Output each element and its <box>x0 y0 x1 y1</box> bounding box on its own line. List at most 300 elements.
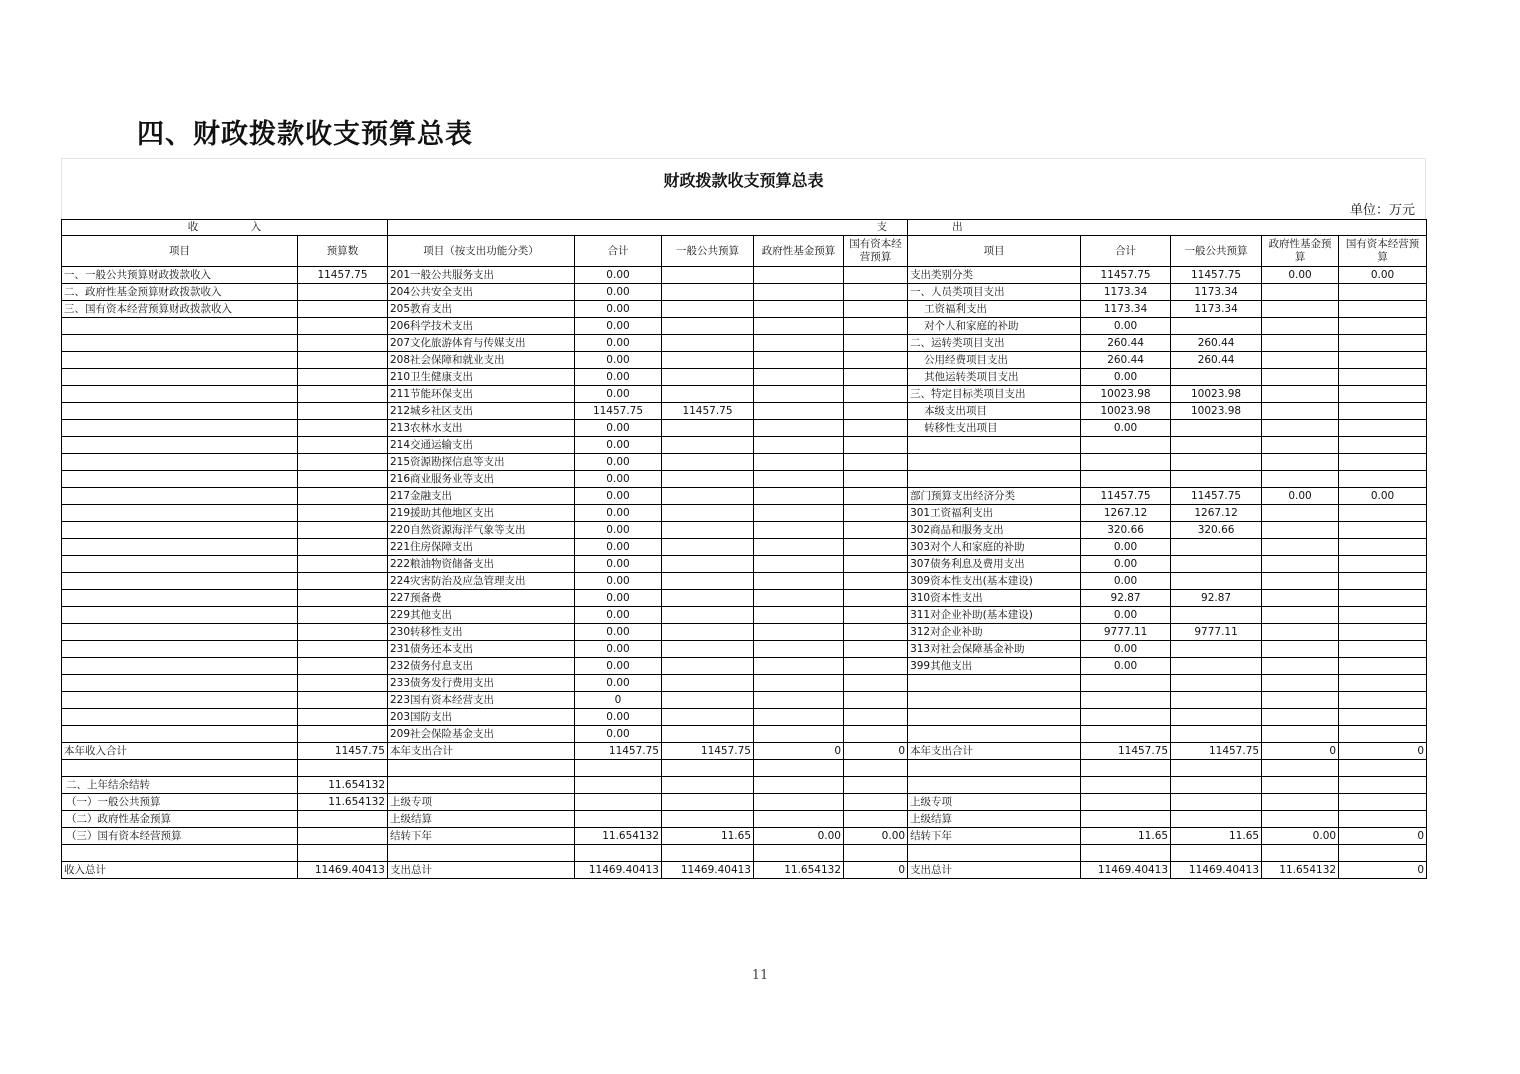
table-row <box>62 573 1427 590</box>
category-general-cell <box>1171 437 1262 454</box>
table-row <box>62 335 1427 352</box>
income-item-cell <box>62 335 298 352</box>
category-state-capital-cell <box>1339 437 1427 454</box>
income-amount-cell: 11469.40413 <box>298 862 388 879</box>
category-state-capital-cell <box>1339 369 1427 386</box>
expense-function-item-cell: 220自然资源海洋气象等支出 <box>388 522 575 539</box>
expense-fund-cell <box>754 403 844 420</box>
expense-fund-cell <box>754 811 844 828</box>
expense-state-capital-cell: 0 <box>844 743 908 760</box>
expense-function-item-cell: 221住房保障支出 <box>388 539 575 556</box>
income-item-cell: 二、上年结余结转 <box>62 777 298 794</box>
col-header: 国有资本经营预算 <box>1339 236 1427 267</box>
category-state-capital-cell <box>1339 607 1427 624</box>
expense-general-cell <box>662 675 754 692</box>
category-general-cell <box>1171 641 1262 658</box>
expense-state-capital-cell <box>844 471 908 488</box>
group-header-row <box>62 220 1427 236</box>
category-state-capital-cell <box>1339 641 1427 658</box>
expense-total-cell: 11469.40413 <box>575 862 662 879</box>
income-amount-cell <box>298 811 388 828</box>
expense-category-item-cell: 399其他支出 <box>908 658 1081 675</box>
income-amount-cell <box>298 828 388 845</box>
expense-state-capital-cell <box>844 675 908 692</box>
category-general-cell: 1173.34 <box>1171 301 1262 318</box>
category-state-capital-cell <box>1339 522 1427 539</box>
category-state-capital-cell <box>1339 386 1427 403</box>
expense-total-cell: 0.00 <box>575 539 662 556</box>
expense-total-cell: 0.00 <box>575 590 662 607</box>
expense-general-cell <box>662 794 754 811</box>
income-amount-cell <box>298 607 388 624</box>
col-header: 一般公共预算 <box>662 236 754 267</box>
expense-total-cell: 0.00 <box>575 352 662 369</box>
category-total-cell: 1267.12 <box>1081 505 1171 522</box>
category-fund-cell <box>1262 675 1339 692</box>
expense-total-cell <box>575 760 662 777</box>
expense-general-cell: 11457.75 <box>662 743 754 760</box>
category-general-cell: 92.87 <box>1171 590 1262 607</box>
expense-fund-cell: 0 <box>754 743 844 760</box>
expense-total-cell: 0.00 <box>575 471 662 488</box>
table-row <box>62 777 1427 794</box>
expense-fund-cell <box>754 488 844 505</box>
expense-fund-cell <box>754 675 844 692</box>
expense-fund-cell <box>754 845 844 862</box>
expense-fund-cell <box>754 454 844 471</box>
table-row <box>62 284 1427 301</box>
expense-state-capital-cell <box>844 760 908 777</box>
expense-fund-cell <box>754 505 844 522</box>
category-fund-cell <box>1262 709 1339 726</box>
expense-function-item-cell: 214交通运输支出 <box>388 437 575 454</box>
income-item-cell <box>62 726 298 743</box>
category-fund-cell <box>1262 284 1339 301</box>
income-amount-cell <box>298 845 388 862</box>
expense-total-cell: 11.654132 <box>575 828 662 845</box>
expense-state-capital-cell <box>844 573 908 590</box>
category-fund-cell <box>1262 777 1339 794</box>
table-row <box>62 828 1427 845</box>
category-general-cell <box>1171 573 1262 590</box>
table-row <box>62 352 1427 369</box>
expense-general-cell <box>662 420 754 437</box>
category-fund-cell <box>1262 692 1339 709</box>
category-state-capital-cell: 0 <box>1339 828 1427 845</box>
expense-general-cell <box>662 641 754 658</box>
expense-function-item-cell: 201一般公共服务支出 <box>388 267 575 284</box>
expense-category-item-cell: 本年支出合计 <box>908 743 1081 760</box>
category-fund-cell <box>1262 573 1339 590</box>
income-amount-cell <box>298 403 388 420</box>
expense-general-cell <box>662 284 754 301</box>
expense-state-capital-cell <box>844 386 908 403</box>
expense-fund-cell <box>754 335 844 352</box>
expense-fund-cell <box>754 607 844 624</box>
table-row <box>62 709 1427 726</box>
category-state-capital-cell <box>1339 760 1427 777</box>
income-amount-cell: 11457.75 <box>298 267 388 284</box>
category-state-capital-cell <box>1339 471 1427 488</box>
expense-fund-cell <box>754 624 844 641</box>
income-item-cell <box>62 505 298 522</box>
expense-function-item-cell: 216商业服务业等支出 <box>388 471 575 488</box>
table-row <box>62 692 1427 709</box>
category-fund-cell: 0.00 <box>1262 267 1339 284</box>
income-item-cell <box>62 760 298 777</box>
expense-fund-cell <box>754 692 844 709</box>
expense-function-item-cell: 203国防支出 <box>388 709 575 726</box>
income-amount-cell <box>298 556 388 573</box>
expense-function-item-cell <box>388 777 575 794</box>
expense-state-capital-cell <box>844 624 908 641</box>
category-state-capital-cell <box>1339 624 1427 641</box>
expense-fund-cell <box>754 369 844 386</box>
expense-category-item-cell: 307债务利息及费用支出 <box>908 556 1081 573</box>
expense-general-cell: 11457.75 <box>662 403 754 420</box>
expense-fund-cell <box>754 726 844 743</box>
expense-category-item-cell: 对个人和家庭的补助 <box>908 318 1081 335</box>
expense-total-cell <box>575 845 662 862</box>
category-fund-cell <box>1262 437 1339 454</box>
category-state-capital-cell: 0.00 <box>1339 267 1427 284</box>
table-row <box>62 386 1427 403</box>
income-amount-cell <box>298 471 388 488</box>
expense-category-item-cell: 二、运转类项目支出 <box>908 335 1081 352</box>
category-general-cell <box>1171 556 1262 573</box>
expense-total-cell: 0.00 <box>575 386 662 403</box>
category-general-cell: 11469.40413 <box>1171 862 1262 879</box>
income-item-cell <box>62 437 298 454</box>
category-general-cell: 320.66 <box>1171 522 1262 539</box>
expense-category-item-cell: 上级专项 <box>908 794 1081 811</box>
expense-state-capital-cell <box>844 403 908 420</box>
category-total-cell: 11457.75 <box>1081 267 1171 284</box>
table-row <box>62 675 1427 692</box>
expense-state-capital-cell <box>844 488 908 505</box>
category-state-capital-cell: 0 <box>1339 862 1427 879</box>
income-amount-cell: 11457.75 <box>298 743 388 760</box>
expense-general-cell: 11.65 <box>662 828 754 845</box>
expense-general-cell <box>662 777 754 794</box>
category-general-cell: 260.44 <box>1171 335 1262 352</box>
income-group-header: 收 入 <box>62 220 388 236</box>
expense-category-item-cell: 309资本性支出(基本建设) <box>908 573 1081 590</box>
expense-fund-cell <box>754 318 844 335</box>
expense-category-item-cell: 312对企业补助 <box>908 624 1081 641</box>
col-header: 项目 <box>62 236 298 267</box>
expense-general-cell <box>662 352 754 369</box>
income-item-cell <box>62 709 298 726</box>
expense-category-item-cell: 支出总计 <box>908 862 1081 879</box>
income-item-cell <box>62 420 298 437</box>
expense-state-capital-cell <box>844 267 908 284</box>
expense-state-capital-cell <box>844 726 908 743</box>
category-total-cell <box>1081 726 1171 743</box>
expense-state-capital-cell <box>844 590 908 607</box>
income-item-cell <box>62 590 298 607</box>
category-fund-cell <box>1262 318 1339 335</box>
expense-function-item-cell: 204公共安全支出 <box>388 284 575 301</box>
income-amount-cell <box>298 505 388 522</box>
category-state-capital-cell: 0 <box>1339 743 1427 760</box>
category-state-capital-cell <box>1339 284 1427 301</box>
category-fund-cell: 0 <box>1262 743 1339 760</box>
expense-state-capital-cell <box>844 641 908 658</box>
category-fund-cell <box>1262 811 1339 828</box>
category-state-capital-cell <box>1339 335 1427 352</box>
expense-total-cell: 11457.75 <box>575 743 662 760</box>
expense-function-item-cell: 219援助其他地区支出 <box>388 505 575 522</box>
income-item-cell <box>62 692 298 709</box>
expense-fund-cell <box>754 539 844 556</box>
category-state-capital-cell <box>1339 556 1427 573</box>
expense-total-cell: 0.00 <box>575 369 662 386</box>
table-row <box>62 539 1427 556</box>
expense-total-cell <box>575 794 662 811</box>
expense-general-cell <box>662 573 754 590</box>
expense-state-capital-cell <box>844 369 908 386</box>
category-total-cell: 92.87 <box>1081 590 1171 607</box>
expense-state-capital-cell <box>844 454 908 471</box>
col-header: 一般公共预算 <box>1171 236 1262 267</box>
category-general-cell: 1267.12 <box>1171 505 1262 522</box>
expense-fund-cell <box>754 709 844 726</box>
expense-category-item-cell <box>908 760 1081 777</box>
expense-total-cell: 0.00 <box>575 726 662 743</box>
table-row <box>62 624 1427 641</box>
expense-state-capital-cell <box>844 709 908 726</box>
expense-total-cell: 0.00 <box>575 709 662 726</box>
expense-function-item-cell: 本年支出合计 <box>388 743 575 760</box>
category-total-cell <box>1081 777 1171 794</box>
expense-function-item-cell: 205教育支出 <box>388 301 575 318</box>
expense-general-cell <box>662 488 754 505</box>
table-row <box>62 454 1427 471</box>
expense-fund-cell <box>754 556 844 573</box>
category-fund-cell <box>1262 471 1339 488</box>
expense-function-item-cell: 208社会保障和就业支出 <box>388 352 575 369</box>
expense-state-capital-cell: 0 <box>844 862 908 879</box>
income-item-cell: 三、国有资本经营预算财政拨款收入 <box>62 301 298 318</box>
expense-group-header-right: 出 <box>908 220 1427 236</box>
income-amount-cell <box>298 386 388 403</box>
category-fund-cell <box>1262 420 1339 437</box>
expense-total-cell: 0.00 <box>575 505 662 522</box>
category-total-cell: 11457.75 <box>1081 743 1171 760</box>
income-item-cell <box>62 403 298 420</box>
expense-category-item-cell <box>908 709 1081 726</box>
category-state-capital-cell <box>1339 777 1427 794</box>
col-header: 项目 <box>908 236 1081 267</box>
income-amount-cell <box>298 522 388 539</box>
expense-function-item-cell: 230转移性支出 <box>388 624 575 641</box>
category-general-cell <box>1171 709 1262 726</box>
expense-general-cell <box>662 386 754 403</box>
expense-state-capital-cell <box>844 811 908 828</box>
category-state-capital-cell <box>1339 454 1427 471</box>
expense-general-cell <box>662 692 754 709</box>
income-item-cell: （三）国有资本经营预算 <box>62 828 298 845</box>
expense-function-item-cell <box>388 845 575 862</box>
category-fund-cell <box>1262 369 1339 386</box>
expense-fund-cell <box>754 352 844 369</box>
expense-function-item-cell: 213农林水支出 <box>388 420 575 437</box>
category-general-cell <box>1171 811 1262 828</box>
expense-fund-cell <box>754 437 844 454</box>
income-item-cell: 二、政府性基金预算财政拨款收入 <box>62 284 298 301</box>
expense-category-item-cell: 310资本性支出 <box>908 590 1081 607</box>
expense-state-capital-cell <box>844 352 908 369</box>
category-general-cell: 11.65 <box>1171 828 1262 845</box>
expense-state-capital-cell <box>844 522 908 539</box>
category-total-cell <box>1081 471 1171 488</box>
category-fund-cell: 0.00 <box>1262 488 1339 505</box>
expense-function-item-cell: 217金融支出 <box>388 488 575 505</box>
expense-fund-cell <box>754 471 844 488</box>
income-amount-cell <box>298 590 388 607</box>
category-state-capital-cell <box>1339 811 1427 828</box>
category-general-cell: 11457.75 <box>1171 743 1262 760</box>
expense-general-cell <box>662 760 754 777</box>
category-general-cell: 9777.11 <box>1171 624 1262 641</box>
income-amount-cell <box>298 573 388 590</box>
expense-total-cell: 0.00 <box>575 335 662 352</box>
expense-total-cell: 0.00 <box>575 624 662 641</box>
category-state-capital-cell <box>1339 505 1427 522</box>
expense-fund-cell <box>754 794 844 811</box>
expense-general-cell <box>662 369 754 386</box>
expense-total-cell: 11457.75 <box>575 403 662 420</box>
expense-total-cell <box>575 811 662 828</box>
income-amount-cell <box>298 692 388 709</box>
expense-state-capital-cell <box>844 335 908 352</box>
category-general-cell <box>1171 794 1262 811</box>
income-item-cell <box>62 556 298 573</box>
category-general-cell <box>1171 607 1262 624</box>
income-item-cell <box>62 573 298 590</box>
expense-category-item-cell <box>908 692 1081 709</box>
income-item-cell: （二）政府性基金预算 <box>62 811 298 828</box>
expense-function-item-cell: 231债务还本支出 <box>388 641 575 658</box>
expense-total-cell: 0.00 <box>575 267 662 284</box>
category-state-capital-cell <box>1339 573 1427 590</box>
expense-category-item-cell: 转移性支出项目 <box>908 420 1081 437</box>
expense-fund-cell <box>754 284 844 301</box>
col-header: 合计 <box>1081 236 1171 267</box>
income-amount-cell <box>298 335 388 352</box>
expense-general-cell <box>662 454 754 471</box>
expense-category-item-cell: 三、特定目标类项目支出 <box>908 386 1081 403</box>
category-total-cell: 0.00 <box>1081 607 1171 624</box>
income-item-cell <box>62 454 298 471</box>
category-total-cell: 0.00 <box>1081 539 1171 556</box>
income-item-cell <box>62 658 298 675</box>
category-general-cell: 11457.75 <box>1171 488 1262 505</box>
category-general-cell: 11457.75 <box>1171 267 1262 284</box>
expense-state-capital-cell <box>844 607 908 624</box>
expense-function-item-cell: 206科学技术支出 <box>388 318 575 335</box>
expense-general-cell <box>662 624 754 641</box>
expense-total-cell: 0.00 <box>575 556 662 573</box>
expense-category-item-cell: 301工资福利支出 <box>908 505 1081 522</box>
table-row <box>62 743 1427 760</box>
category-total-cell: 0.00 <box>1081 641 1171 658</box>
category-general-cell: 260.44 <box>1171 352 1262 369</box>
category-general-cell <box>1171 845 1262 862</box>
expense-category-item-cell: 公用经费项目支出 <box>908 352 1081 369</box>
table-row <box>62 505 1427 522</box>
category-fund-cell <box>1262 641 1339 658</box>
expense-function-item-cell: 210卫生健康支出 <box>388 369 575 386</box>
expense-function-item-cell: 233债务发行费用支出 <box>388 675 575 692</box>
income-amount-cell <box>298 726 388 743</box>
expense-function-item-cell: 222粮油物资储备支出 <box>388 556 575 573</box>
income-amount-cell <box>298 641 388 658</box>
income-item-cell <box>62 845 298 862</box>
expense-category-item-cell: 313对社会保障基金补助 <box>908 641 1081 658</box>
income-amount-cell <box>298 437 388 454</box>
expense-function-item-cell: 209社会保险基金支出 <box>388 726 575 743</box>
category-total-cell: 0.00 <box>1081 573 1171 590</box>
expense-fund-cell <box>754 301 844 318</box>
category-state-capital-cell <box>1339 658 1427 675</box>
table-row <box>62 318 1427 335</box>
category-general-cell <box>1171 471 1262 488</box>
income-amount-cell <box>298 369 388 386</box>
category-general-cell <box>1171 692 1262 709</box>
expense-category-item-cell <box>908 437 1081 454</box>
expense-total-cell: 0.00 <box>575 488 662 505</box>
table-row <box>62 369 1427 386</box>
category-general-cell <box>1171 318 1262 335</box>
table-row <box>62 641 1427 658</box>
expense-state-capital-cell <box>844 692 908 709</box>
expense-state-capital-cell <box>844 777 908 794</box>
category-fund-cell <box>1262 607 1339 624</box>
category-general-cell <box>1171 539 1262 556</box>
category-total-cell <box>1081 675 1171 692</box>
category-total-cell: 11.65 <box>1081 828 1171 845</box>
category-fund-cell <box>1262 539 1339 556</box>
income-item-cell: （一）一般公共预算 <box>62 794 298 811</box>
expense-category-item-cell <box>908 726 1081 743</box>
expense-category-item-cell: 工资福利支出 <box>908 301 1081 318</box>
category-general-cell <box>1171 777 1262 794</box>
expense-function-item-cell: 229其他支出 <box>388 607 575 624</box>
income-amount-cell <box>298 709 388 726</box>
category-total-cell: 260.44 <box>1081 352 1171 369</box>
page-heading: 四、财政拨款收支预算总表 <box>137 119 473 150</box>
expense-state-capital-cell <box>844 505 908 522</box>
category-general-cell: 10023.98 <box>1171 386 1262 403</box>
expense-fund-cell <box>754 777 844 794</box>
expense-function-item-cell: 支出总计 <box>388 862 575 879</box>
category-fund-cell <box>1262 760 1339 777</box>
category-general-cell <box>1171 420 1262 437</box>
expense-state-capital-cell <box>844 794 908 811</box>
category-total-cell <box>1081 760 1171 777</box>
income-amount-cell <box>298 488 388 505</box>
category-total-cell <box>1081 437 1171 454</box>
category-fund-cell <box>1262 845 1339 862</box>
income-item-cell <box>62 675 298 692</box>
income-amount-cell <box>298 454 388 471</box>
expense-fund-cell <box>754 386 844 403</box>
expense-function-item-cell: 207文化旅游体育与传媒支出 <box>388 335 575 352</box>
income-item-cell <box>62 471 298 488</box>
category-total-cell: 11457.75 <box>1081 488 1171 505</box>
